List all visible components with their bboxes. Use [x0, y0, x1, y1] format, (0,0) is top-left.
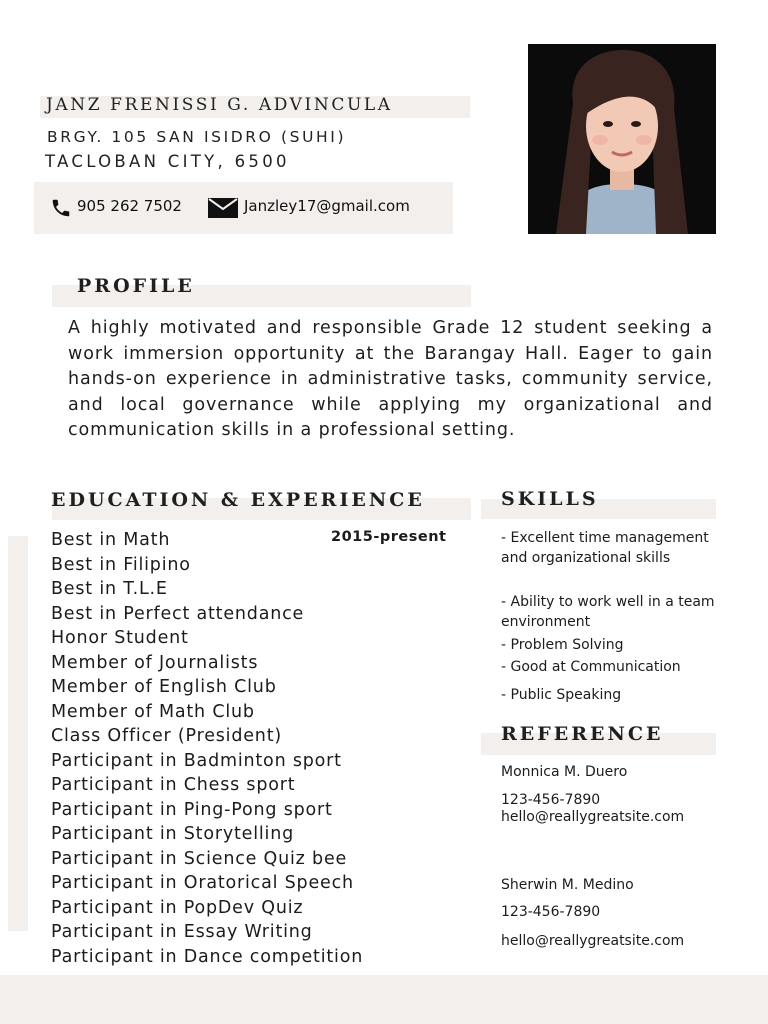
list-item: Best in Perfect attendance	[51, 603, 305, 624]
list-item: Participant in PopDev Quiz	[51, 897, 304, 918]
list-item: - Problem Solving	[501, 637, 624, 653]
education-list	[51, 528, 391, 969]
skills-heading: SKILLS	[501, 488, 599, 510]
list-item: - Good at Communication	[501, 659, 681, 675]
left-side-bar	[8, 536, 28, 931]
list-item: Participant in Dance competition	[51, 946, 364, 967]
reference-2-phone: 123-456-7890	[501, 904, 601, 920]
list-item: - Excellent time management and organizational skills	[501, 530, 709, 566]
list-item: Participant in Badminton sport	[51, 750, 342, 771]
reference-1-name: Monnica M. Duero	[501, 764, 628, 780]
phone-icon	[50, 195, 72, 221]
profile-summary: A highly motivated and responsible Grade 12 student seeking a work immersion opportunity at the Barangay Hall. Eager to gain hands-on experience in administrative tasks, community service, and local governance while applying my organizational and communication skills in a professional setting.	[68, 318, 713, 441]
list-item: Best in T.L.E	[51, 579, 168, 599]
list-item: Member of Journalists	[51, 652, 259, 673]
profile-photo	[528, 44, 716, 234]
reference-2-email: hello@reallygreatsite.com	[501, 933, 685, 949]
reference-heading: REFERENCE	[501, 723, 664, 745]
envelope-icon	[208, 198, 238, 218]
list-item: Participant in Science Quiz bee	[51, 848, 348, 869]
list-item: Class Officer (President)	[51, 726, 282, 746]
list-item: - Ability to work well in a team environment	[501, 594, 715, 630]
phone-number: 905 262 7502	[77, 197, 182, 215]
reference-2-name: Sherwin M. Medino	[501, 877, 634, 893]
list-item: Participant in Oratorical Speech	[51, 873, 354, 893]
reference-1-email: hello@reallygreatsite.com	[501, 809, 685, 825]
list-item: Member of Math Club	[51, 701, 255, 722]
list-item: Honor Student	[51, 628, 189, 648]
profile-heading: PROFILE	[77, 275, 195, 297]
footer-band	[0, 975, 768, 1024]
full-name: JANZ FRENISSI G. ADVINCULA	[46, 95, 393, 115]
list-item: - Public Speaking	[501, 687, 622, 703]
reference-1-phone: 123-456-7890	[501, 792, 601, 808]
list-item: Participant in Ping-Pong sport	[51, 799, 333, 820]
list-item: Participant in Essay Writing	[51, 922, 313, 942]
education-period: 2015-present	[331, 529, 447, 545]
email-address: Janzley17@gmail.com	[244, 197, 410, 215]
address-line-1: BRGY. 105 SAN ISIDRO (SUHI)	[47, 128, 347, 146]
list-item: Member of English Club	[51, 677, 277, 697]
list-item: Best in Filipino	[51, 554, 191, 575]
list-item: Participant in Chess sport	[51, 775, 296, 795]
list-item: Participant in Storytelling	[51, 824, 294, 844]
list-item: Best in Math	[51, 530, 171, 550]
education-heading: EDUCATION & EXPERIENCE	[51, 489, 425, 511]
address-line-2: TACLOBAN CITY, 6500	[45, 152, 290, 171]
skills-list	[501, 528, 716, 705]
